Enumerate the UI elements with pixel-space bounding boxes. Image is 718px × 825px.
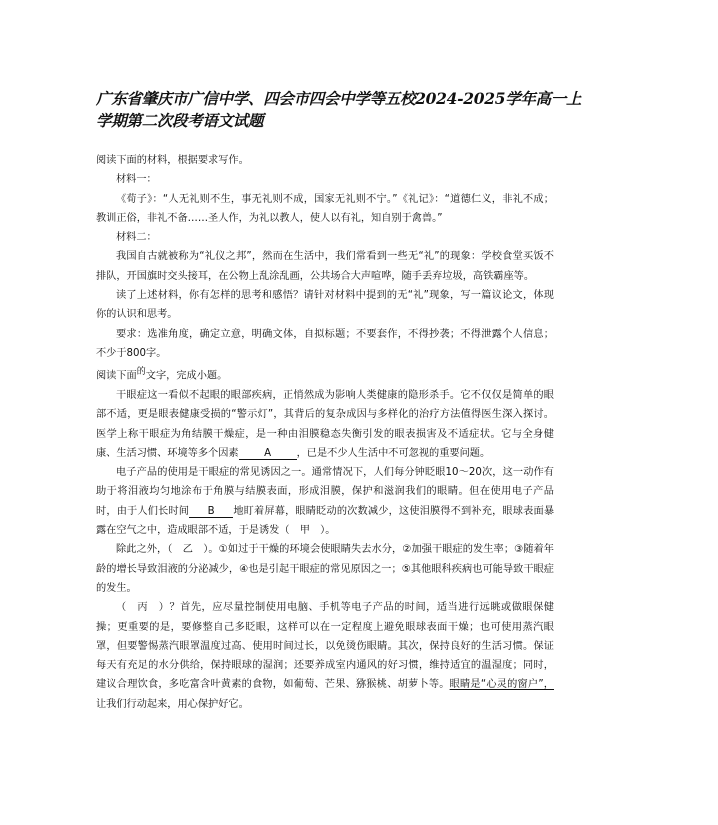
title-line-1: 广东省肇庆市广信中学、四会市四会中学等五校2024-2025学年高一上 bbox=[96, 89, 582, 108]
paragraph-1-text-a: 干眼症这一看似不起眼的眼部疾病，正悄然成为影响人类健康的隐形杀手。它不仅仅是简单的眼部不适，更是眼表健康受损的“警示灯”，其背后的复杂成因与多样化的治疗方法值得医生深入探讨。医学上称干眼症为角结膜干燥症，是一种由泪膜稳态失衡引发的眼表损害及不适症状。它与全身健康、生活习惯、环境等多个因素 bbox=[96, 389, 554, 459]
writing-instruction: 阅读下面的材料，根据要求写作。 bbox=[96, 155, 249, 166]
writing-requirements: 要求：选准角度，确定立意，明确文体，自拟标题；不要套作，不得抄袭；不得泄露个人信息；不少于800字。 bbox=[96, 328, 554, 359]
paragraph-4-text-a: （ 丙 ）？首先，应尽量控制使用电脑、手机等电子产品的时间，适当进行远眺或做眼保健操；更重要的是，要修整自己多眨眼，这样可以在一定程度上避免眼球表面干燥；也可使用蒸汽眼罩，但要警惕蒸汽眼罩温度过高、使用时间过长，以免烫伤眼睛。其次，保持良好的生活习惯。保证每天有充足的水分供给，保持眼球的湿润；还要养成室内通风的好习惯，维持适宜的温湿度；同时，建议合理饮食，多吃富含叶黄素的食物，如葡萄、芒果、猕猴桃、胡萝卜等。 bbox=[96, 602, 554, 691]
reading-paragraph-2 bbox=[96, 463, 554, 540]
blank-b: B bbox=[189, 506, 233, 518]
reading-paragraph-1 bbox=[96, 386, 554, 463]
material-2-text: 我国自古就被称为“礼仪之邦”，然而在生活中，我们常看到一些无“礼”的现象：学校食堂买饭不排队，开国旗时交头接耳，在公物上乱涂乱画，公共场合大声喧哗，随手丢弃垃圾，高铁霸座等。 bbox=[96, 251, 554, 282]
writing-prompt: 读了上述材料，你有怎样的思考和感悟？请针对材料中提到的无“礼”现象，写一篇议论文，体现你的认识和思考。 bbox=[96, 290, 554, 321]
reading-instruction-pre: 阅读下面 bbox=[96, 370, 137, 382]
reading-paragraph-4 bbox=[96, 598, 554, 714]
reading-instruction bbox=[96, 363, 554, 386]
document-title bbox=[96, 88, 582, 132]
paragraph-2-text-a: 电子产品的使用是干眼症的常见诱因之一。通常情况下，人们每分钟眨眼10～20次，这一动作有助于将泪液均匀地涂布于角膜与结膜表面，形成泪膜，保护和滋润我们的眼睛。但在使用电子产品时，由于人们长时间 bbox=[96, 467, 554, 517]
document-body bbox=[96, 151, 554, 714]
blank-a: A bbox=[239, 448, 297, 460]
paragraph-1-text-b: ，已是不少人生活中不可忽视的重要问题。 bbox=[296, 447, 491, 459]
material-2-label: 材料二： bbox=[116, 232, 157, 244]
title-line-2: 学期第二次段考语文试题 bbox=[96, 111, 264, 130]
paragraph-2-text-b: 地盯着屏幕，眼睛眨动的次数减少，这使泪膜得不到补充，眼球表面暴露在空气之中，造成眼部不适，于是诱发（ 甲 ）。 bbox=[96, 505, 555, 537]
paragraph-4-text-b: 让我们行动起来，用心保护好它。 bbox=[96, 698, 249, 710]
reading-paragraph-3: 除此之外，（ 乙 ）。①如过于干燥的环境会使眼睛失去水分，②加强干眼症的发生率；③随着年龄的增长导致泪液的分泌减少，④也是引起干眼症的常见原因之一；⑤其他眼科疾病也可能导致干眼症的发生。 bbox=[96, 544, 554, 594]
reading-instruction-post: 文字，完成小题。 bbox=[145, 370, 228, 382]
underlined-sentence: 眼睛是“心灵的窗户”， bbox=[449, 679, 554, 691]
material-1-label: 材料一： bbox=[116, 174, 157, 186]
reading-instruction-char: 的 bbox=[136, 367, 146, 378]
material-1-text: 《荀子》：“人无礼则不生，事无礼则不成，国家无礼则不宁。”《礼记》：“道德仁义，非礼不成；教训正俗，非礼不备……圣人作，为礼以教人，使人以有礼，知自别于禽兽。” bbox=[96, 193, 554, 224]
